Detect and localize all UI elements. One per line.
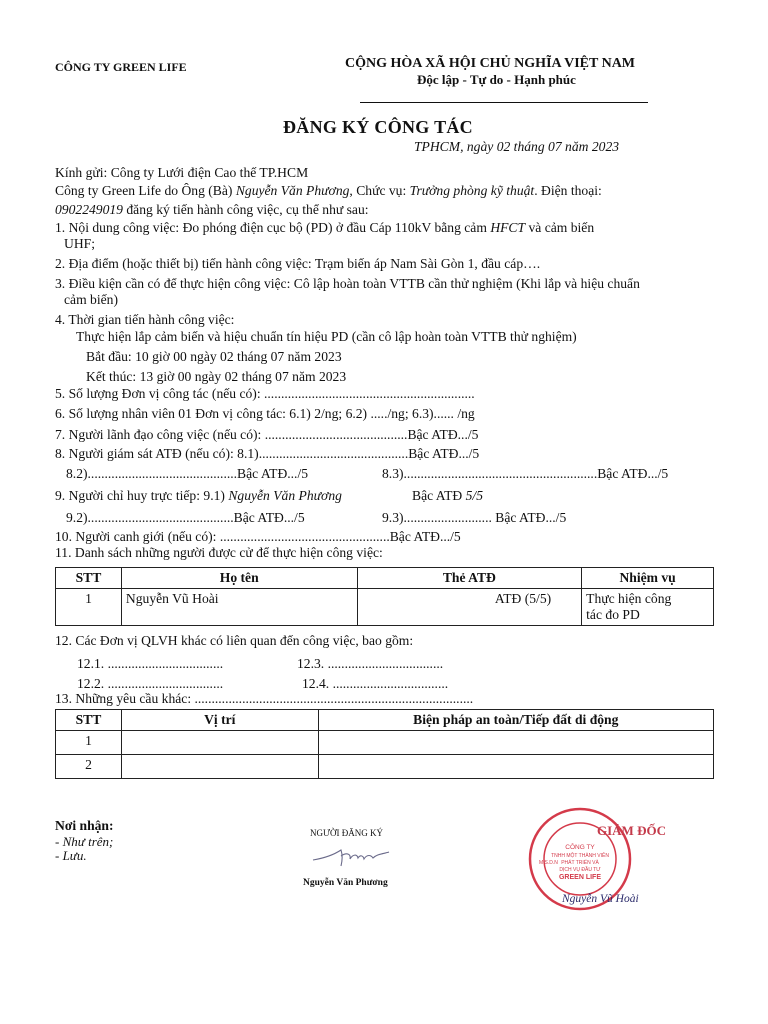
row-position bbox=[121, 731, 318, 755]
row-position bbox=[121, 755, 318, 779]
item-9-text: 9. Người chỉ huy trực tiếp: 9.1) bbox=[55, 488, 229, 503]
table-header-row bbox=[56, 710, 714, 731]
item-9-name: Nguyễn Văn Phương bbox=[228, 488, 342, 503]
registrant-signature bbox=[305, 842, 395, 870]
intro-position: Trưởng phòng kỹ thuật bbox=[409, 183, 535, 198]
item-12-2: 12.2. .................................. bbox=[77, 676, 224, 691]
table-header: STT bbox=[56, 710, 122, 731]
document-title: ĐĂNG KÝ CÔNG TÁC bbox=[283, 117, 473, 137]
intro-text-2: đăng ký tiến hành công việc, cụ thể như sau: bbox=[122, 202, 369, 217]
table-header: Họ tên bbox=[121, 568, 357, 589]
item-6: 6. Số lượng nhân viên 01 Đơn vị công tác: 6.1) 2/ng; 6.2) ...../ng; 6.3)...... /ng bbox=[55, 406, 475, 421]
item-1 bbox=[55, 220, 594, 236]
item-8-2: 8.2)............................................Bậc ATĐ.../5 bbox=[66, 466, 309, 481]
item-4: 4. Thời gian tiến hành công việc: bbox=[55, 312, 235, 327]
row-task-line-2: tác đo PD bbox=[586, 607, 640, 622]
table-header: Thẻ ATĐ bbox=[357, 568, 582, 589]
item-3: 3. Điều kiện cần có để thực hiện công việc: Cô lập hoàn toàn VTTB cần thử nghiệm (Khi lắp và hiệu chuẩn bbox=[55, 276, 640, 291]
item-11: 11. Danh sách những người được cử để thực hiện công việc: bbox=[55, 545, 383, 560]
item-2: 2. Địa điểm (hoặc thiết bị) tiến hành công việc: Trạm biến áp Nam Sài Gòn 1, đầu cáp…. bbox=[55, 256, 541, 271]
registrant-label: NGƯỜI ĐĂNG KÝ bbox=[310, 828, 383, 838]
item-1-text-b: và cảm biến bbox=[525, 220, 595, 235]
table-header: STT bbox=[56, 568, 122, 589]
director-label: GIÁM ĐỐC bbox=[597, 823, 666, 838]
company-name: CÔNG TY GREEN LIFE bbox=[55, 60, 187, 74]
national-title: CỘNG HÒA XÃ HỘI CHỦ NGHĨA VIỆT NAM bbox=[345, 56, 636, 71]
item-9-level-label: Bậc ATĐ bbox=[412, 488, 466, 503]
item-12-3: 12.3. .................................. bbox=[297, 656, 444, 671]
svg-text:DỊCH VỤ ĐẦU TƯ: DỊCH VỤ ĐẦU TƯ bbox=[559, 867, 601, 873]
row-task bbox=[582, 589, 714, 626]
recipients-label: Nơi nhận: bbox=[55, 818, 114, 833]
row-safety bbox=[318, 755, 713, 779]
registrant-name: Nguyễn Văn Phương bbox=[303, 878, 388, 888]
svg-text:GREEN LIFE: GREEN LIFE bbox=[558, 874, 602, 881]
national-motto: Độc lập - Tự do - Hạnh phúc bbox=[417, 72, 576, 87]
item-9-level bbox=[412, 488, 483, 504]
item-1-text-a: 1. Nội dung công việc: Đo phóng điện cục bộ (PD) ở đầu Cáp 110kV bằng cảm bbox=[55, 220, 491, 235]
table-row bbox=[56, 731, 714, 755]
item-4-start: Bắt đầu: 10 giờ 00 ngày 02 tháng 07 năm 2023 bbox=[86, 349, 342, 364]
intro-text-b: , Chức vụ: bbox=[349, 183, 410, 198]
table-row bbox=[56, 589, 714, 626]
item-13: 13. Những yêu cầu khác: .................................................................................. bbox=[55, 691, 474, 706]
item-10: 10. Người canh giới (nếu có): ..................................................Bậc ATĐ.../5 bbox=[55, 529, 461, 544]
item-4-desc: Thực hiện lắp cảm biến và hiệu chuẩn tín hiệu PD (cần cô lập hoàn toàn VTTB thử nghiệm) bbox=[76, 329, 577, 344]
row-safety bbox=[318, 731, 713, 755]
item-9-3: 9.3).......................... Bậc ATĐ.../5 bbox=[382, 510, 567, 525]
recipient-2: - Lưu. bbox=[55, 848, 87, 863]
table-row bbox=[56, 755, 714, 779]
intro-text-c: . Điện thoại: bbox=[534, 183, 602, 198]
svg-text:TNHH MỘT THÀNH VIÊN: TNHH MỘT THÀNH VIÊN bbox=[551, 853, 609, 859]
table-header: Nhiệm vụ bbox=[582, 568, 714, 589]
table-header: Biện pháp an toàn/Tiếp đất di động bbox=[318, 710, 713, 731]
item-8-3: 8.3).........................................................Bậc ATĐ.../5 bbox=[382, 466, 669, 481]
svg-text:PHÁT TRIỂN VÀ: PHÁT TRIỂN VÀ bbox=[561, 860, 599, 866]
item-9 bbox=[55, 488, 342, 504]
row-card: ATĐ (5/5) bbox=[357, 589, 582, 626]
row-stt: 1 bbox=[56, 589, 122, 626]
row-task-line-1: Thực hiện công bbox=[586, 591, 672, 606]
item-12-1: 12.1. .................................. bbox=[77, 656, 224, 671]
row-name: Nguyễn Vũ Hoài bbox=[121, 589, 357, 626]
recipient-1: - Như trên; bbox=[55, 834, 114, 849]
intro-line bbox=[55, 183, 602, 199]
table-header-row bbox=[56, 568, 714, 589]
intro-text-a: Công ty Green Life do Ông (Bà) bbox=[55, 183, 236, 198]
item-9-2: 9.2)...........................................Bậc ATĐ.../5 bbox=[66, 510, 305, 525]
addressee: Kính gửi: Công ty Lưới điện Cao thế TP.HCM bbox=[55, 165, 309, 180]
motto-underline bbox=[360, 102, 648, 103]
intro-line-2 bbox=[55, 202, 369, 218]
row-stt: 1 bbox=[56, 731, 122, 755]
item-3-cont: cảm biến) bbox=[64, 292, 118, 307]
safety-table bbox=[55, 709, 714, 779]
item-1-cont: UHF; bbox=[64, 236, 95, 251]
item-4-end: Kết thúc: 13 giờ 00 ngày 02 tháng 07 năm 2023 bbox=[86, 369, 347, 384]
item-7: 7. Người lãnh đạo công việc (nếu có): ..........................................Bậc ATĐ.../5 bbox=[55, 427, 479, 442]
document-date: TPHCM, ngày 02 tháng 07 năm 2023 bbox=[414, 139, 620, 154]
item-1-hfct: HFCT bbox=[490, 220, 526, 235]
intro-name: Nguyễn Văn Phương bbox=[235, 183, 350, 198]
svg-text:CÔNG TY: CÔNG TY bbox=[565, 844, 595, 851]
svg-text:M.S.D.N: M.S.D.N bbox=[539, 860, 558, 866]
director-name: Nguyễn Vũ Hoài bbox=[562, 893, 639, 905]
intro-phone: 0902249019 bbox=[55, 202, 123, 217]
item-9-level-value: 5/5 bbox=[465, 488, 483, 503]
row-stt: 2 bbox=[56, 755, 122, 779]
item-12-4: 12.4. .................................. bbox=[302, 676, 449, 691]
table-header: Vị trí bbox=[121, 710, 318, 731]
item-5: 5. Số lượng Đơn vị công tác (nếu có): .............................................................. bbox=[55, 386, 475, 401]
personnel-table bbox=[55, 567, 714, 626]
item-12: 12. Các Đơn vị QLVH khác có liên quan đến công việc, bao gồm: bbox=[55, 633, 414, 648]
item-8: 8. Người giám sát ATĐ (nếu có): 8.1)............................................Bậc ATĐ.../5 bbox=[55, 446, 480, 461]
